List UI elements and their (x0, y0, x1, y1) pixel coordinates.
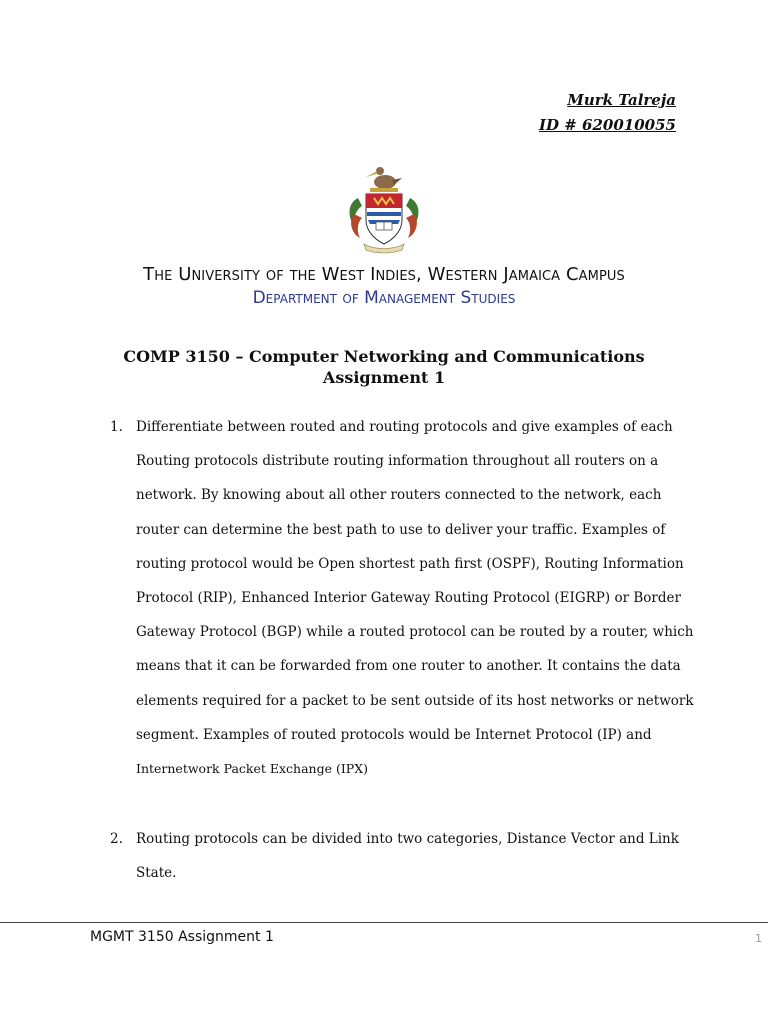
text-line: State. (136, 865, 177, 882)
question-body (136, 822, 680, 890)
question-1 (110, 410, 694, 786)
department-name: Department of Management Studies (252, 288, 516, 308)
question-number: 2. (110, 831, 123, 847)
university-name: The University of the West Indies, Western Jamaica Campus (143, 264, 625, 285)
assignment-title: Assignment 1 (322, 368, 446, 387)
author-name: Murk Talreja (567, 91, 676, 109)
question-2 (110, 822, 680, 890)
page-number: 1 (755, 932, 762, 945)
text-line: Routing protocols distribute routing information throughout all routers on a (136, 453, 659, 470)
text-line: segment. Examples of routed protocols would be Internet Protocol (IP) and (136, 726, 652, 743)
student-id: ID # 620010055 (539, 116, 676, 134)
course-heading (0, 346, 768, 388)
footer-divider (0, 922, 768, 923)
author-block (539, 88, 676, 138)
text-line: Differentiate between routed and routing protocols and give examples of each (136, 419, 673, 435)
university-crest-icon (344, 158, 424, 254)
footer-text: MGMT 3150 Assignment 1 (90, 929, 274, 945)
text-line: router can determine the best path to use to deliver your traffic. Examples of (136, 521, 666, 538)
question-body (136, 410, 694, 786)
text-line: Gateway Protocol (BGP) while a routed protocol can be routed by a router, which (136, 624, 694, 641)
text-line: Routing protocols can be divided into two categories, Distance Vector and Link (136, 831, 679, 847)
text-line: elements required for a packet to be sent outside of its host networks or network (136, 692, 694, 709)
text-line: Internetwork Packet Exchange (IPX) (136, 761, 368, 777)
text-line: means that it can be forwarded from one router to another. It contains the data (136, 658, 681, 675)
text-line: routing protocol would be Open shortest path first (OSPF), Routing Information (136, 555, 684, 572)
text-line: Protocol (RIP), Enhanced Interior Gateway Routing Protocol (EIGRP) or Border (136, 590, 681, 607)
question-number: 1. (110, 419, 123, 435)
text-line: network. By knowing about all other routers connected to the network, each (136, 487, 662, 504)
course-title: COMP 3150 – Computer Networking and Communications (123, 347, 645, 366)
